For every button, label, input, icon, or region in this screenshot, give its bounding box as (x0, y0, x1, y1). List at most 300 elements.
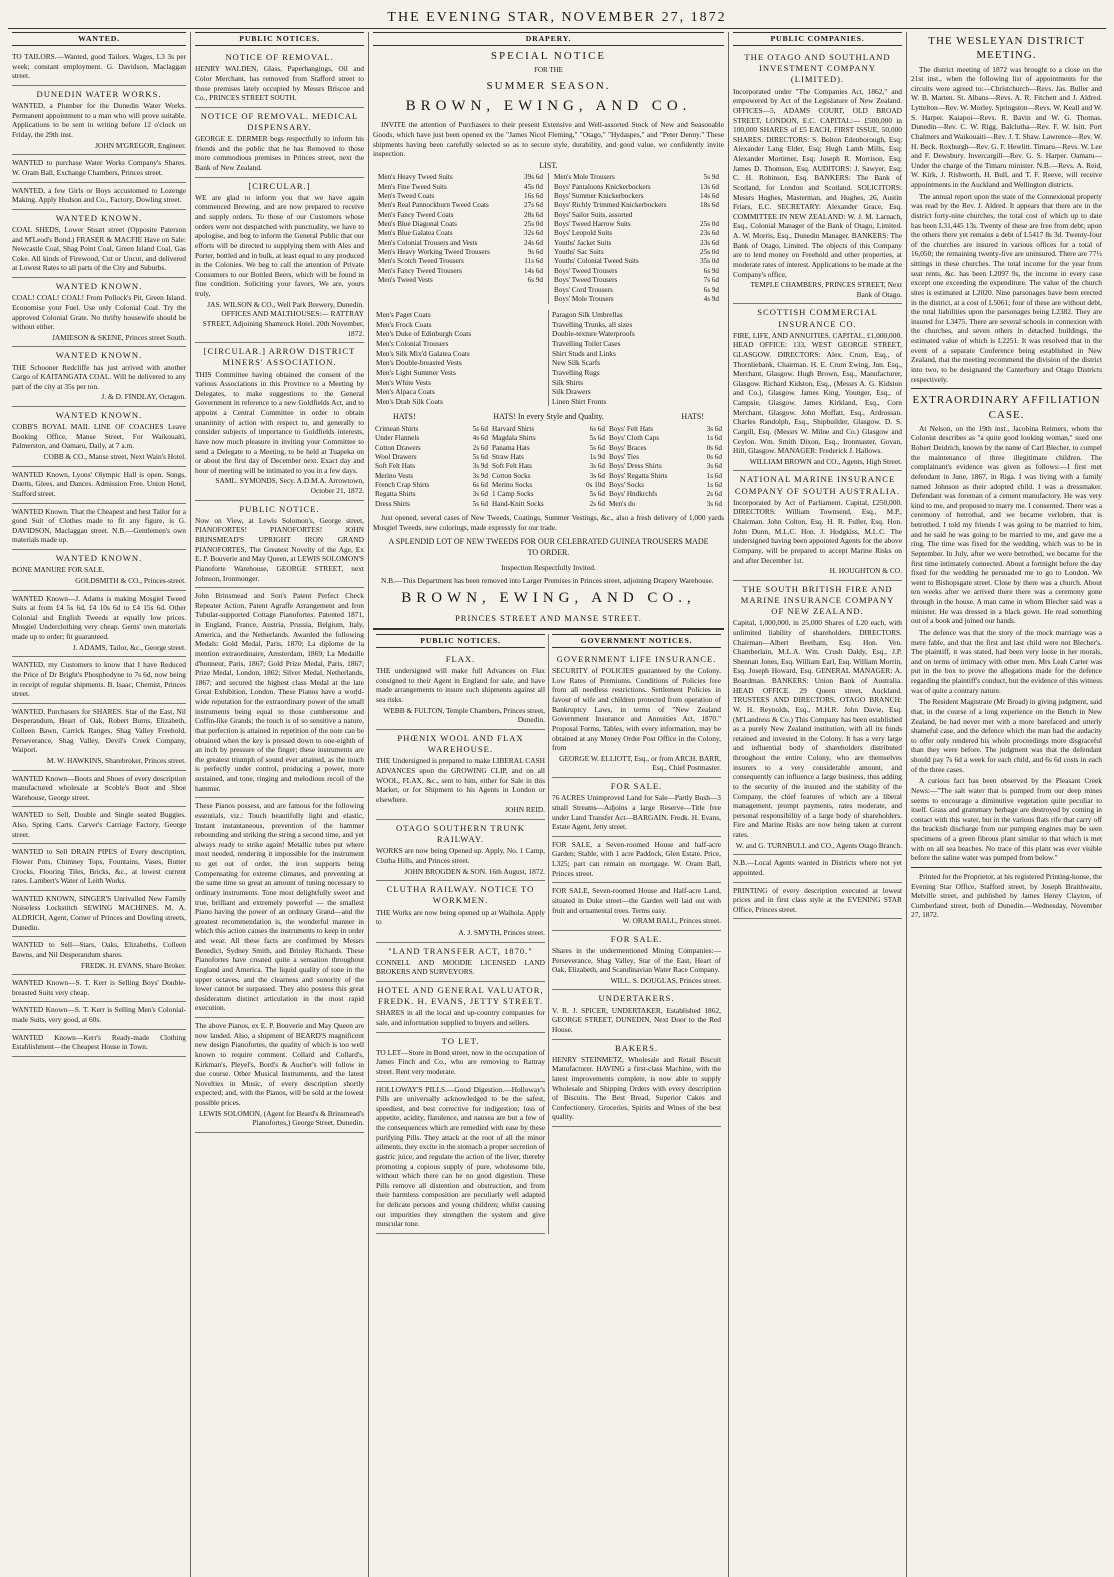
ad-signature: JAMIESON & SKENE, Princes street South. (51, 332, 186, 342)
ad-body: WANTED to purchase Water Works Company's Shares. W. Oram Ball, Exchange Chambers, Princes street. (12, 158, 186, 177)
goods-item: Men's Colonial Trousers (376, 339, 449, 349)
article-paragraph: The Resident Magistrate (Mr Broad) in giving judgment, said that, in the course of a long experience on the Bench in New Zealand, he had never met with a more barefaced and utterly shameful case, and the defence which the man had the audacity to offer only rendered his whole proceedings more disgraceful than they were before. The judgment was that the defendant should pay 7s 6d a week for each child, and 6s 6d costs in each of the three cases. (911, 697, 1102, 774)
advertisement (195, 108, 364, 178)
item-name: Youths' Jacket Suits (554, 238, 612, 247)
item-price: 4s 9d (703, 294, 719, 303)
item-name: 1 Camp Socks (492, 490, 534, 499)
price-row (552, 220, 721, 229)
advertisement (376, 943, 545, 982)
advertisement (733, 581, 902, 856)
ad-body: COBB'S ROYAL MAIL LINE OF COACHES Leave Booking Office, Manse Street, For Waikouaiti, Palmerston, and Oamaru, Daily, at 7 a.m. (12, 422, 186, 451)
ad-body: THE undersigned will make full Advances on Flax consigned to their Agent in England for sale, and have made arrangements to insure such shipments against all sea risks. (376, 666, 545, 705)
item-name: Boys' Hndkrchfs (609, 490, 658, 499)
ad-title: FLAX. (445, 654, 476, 665)
ad-signature: JOHN REID. (505, 805, 545, 815)
ad-body: FOR SALE, a Seven-roomed House and half-acre Garden; Stable, with 1 acre Paddock, Glen Estate. Price, L325; part can remain on mortgage. W. Oram Ball, Princes street. (552, 839, 721, 878)
article-paragraph: The district meeting of 1872 was brought to a close on the 21st inst., when the following list of appointments for the circuits were agreed to:—Christchurch—Revs. Jas. Buller and W. B. Marten. St. Albans—Revs. A. R. Fitchett and J. Aldred. Lyttelton—Rev. W. Morley. Springston—Revs. W. Keall and W. S. Harper. Kaiapoi—Revs. R. Bavin and W. G. Thomas. Dunedin—Rev. C. W. Rigg. Balclutha—Rev. F. W. Isitt. Port Chalmers and Waikouaiti—Rev. J. T. Shaw. Lawrence—Rev. W. H. Beck. Roxburgh—Rev. G. F. Hewlitt. Timaru—Revs. W. Lee and F. Dewsbury. Invercargill—Rev. G. S. Harper. Oamaru—Under the charge of the Timaru minister. N.B.—Revs. A. Reid, W. Kirk, J. Rishworth, H. Bull, and T. F. Reeve, will receive appointments in the Auckland and Wellington districts. (911, 64, 1102, 190)
advertisement (12, 1002, 186, 1029)
price-row (552, 239, 721, 248)
advertisement (12, 975, 186, 1002)
column-wanted (8, 32, 191, 1577)
advertisement (376, 820, 545, 881)
ad-body: THE Schooner Redcliffe has just arrived with another Cargo of KAITANGATA COAL. Will be delivered to any part of the city at 35s per ton. (12, 362, 186, 391)
item-name: Boys' Cord Trousers (554, 285, 613, 294)
item-name: Hand-Knitt Socks (492, 499, 544, 508)
ad-list (376, 651, 545, 1234)
item-price: 2s 6d (706, 490, 722, 499)
price-row (490, 490, 607, 499)
advertisement (376, 730, 545, 820)
section-header: PUBLIC NOTICES. (376, 634, 545, 648)
item-price: 5s 6d (589, 490, 605, 499)
ad-list (733, 49, 902, 919)
item-price: 3s 9d (472, 462, 488, 471)
advertisement (552, 837, 721, 884)
ad-body: V. R. J. SPICER, UNDERTAKER, Established 1862, GEORGE STREET, DUNEDIN, Next Door to the Red House. (552, 1005, 721, 1034)
hats-list-b (490, 425, 607, 509)
ad-body: WANTED to Sell DRAIN PIPES of Every description, Flower Pots, Chimney Tops, Fountains, Vases, Butter Crocks, Flooring Tiles, Bricks, &c., at lowest current rates. Lambert's Water of Leith Works. (12, 847, 186, 886)
item-price: 25s 0d (700, 220, 719, 228)
item-price: 6s 9d (703, 285, 719, 294)
advertisement (12, 347, 186, 407)
price-row (607, 472, 724, 481)
advertisement (12, 550, 186, 590)
ad-signature: WILL. S. DOUGLAS, Princes street. (610, 975, 721, 985)
ad-signature: J. ADAMS, Tailor, &c., George street. (72, 642, 186, 652)
ad-body: CONNELL AND MOODIE LICENSED LAND BROKERS AND SURVEYORS. (376, 957, 545, 977)
price-row (490, 444, 607, 453)
goods-item: Linen Shirt Fronts (552, 396, 607, 406)
item-name: Men's Fancy Tweed Trousers (378, 266, 462, 275)
ad-title: [CIRCULAR.] ARROW DISTRICT MINERS' ASSOCIATION. (203, 346, 356, 368)
price-row (376, 211, 545, 220)
item-price: 0s 6d (706, 443, 722, 452)
ad-body: HOLLOWAY'S PILLS.—Good Digestion.—Holloway's Pills are universally acknowledged to be the safest, speediest, and best corrective for indigestion; loss of appetite, acidity, flatulence, and nausea are but a few of the consequences which are remedied with ease by these purifying Pills. They attack at the root of all the minor ailments, they excite in the stomach a proper secretion of gastric juice, and regulate the action of the liver, thereby promoting a copious supply of pure, wholesome bile, without which there can be no good digestion. These Pills remove all distention and obstruction, and from their harmless composition are peculiarly well adapted for delicate persons and young children; whilst causing out impurities they strengthen the system and give muscular tone. (376, 1084, 545, 1229)
price-row (376, 267, 545, 276)
item-price: 5s 6d (472, 452, 488, 461)
item-price: 3s 9d (472, 471, 488, 480)
column-drapery (369, 32, 729, 1577)
advertisement (552, 651, 721, 778)
advertisement (733, 883, 902, 920)
item-price: 18s 6d (700, 201, 719, 210)
advertisement (195, 501, 364, 589)
item-price: 32s 6d (524, 229, 543, 238)
hats-heading-mid: HATS! In every Style and Quality. (493, 412, 604, 422)
goods-list (373, 310, 724, 406)
advertisement (552, 778, 721, 837)
advertisement (12, 844, 186, 891)
price-row (376, 257, 545, 266)
item-price: 3s 6d (706, 499, 722, 508)
hats-list (373, 425, 724, 509)
article-paragraph: The annual report upon the state of the Connexional property was read by the Rev. J. Aldred. It appears that there are in the district forty-nine churches, the total cost of which up to date has been L31,445 13s. Twenty of these are free from debt; upon the others there yet remains a debt of L5417 8s 3d. Twenty-four of the churches are insured in various offices for a total of 16,050; the remaining twenty-five are uninsured. There are 77½ sittings in these churches. The total income for the year from seat rents, &c. has been L2097 9s, the income in every case except one exceeding the expenditure. The value of the church sites is estimated at L2020. Nine parsonages have been erected in the district, at a cost of L5061; four of these are without debt, the total liabilities upon the parsonages being L2382. They are insured for L3475. There are several schools in connexion with the churches, and seven others in detached buildings, the estimated value of which is L2251. It was resolved that in the event of a separate Conference being established in New Zealand, that the meeting recommend the division of the district into two, to be designated the Canterbury and Otago Districts respectively. (911, 191, 1102, 384)
advertisement (195, 49, 364, 108)
goods-item: Men's White Vests (376, 377, 431, 387)
ad-body: WANTED Known—Kerr's Ready-made Clothing Establishment—the Cheapest House in Town. (12, 1032, 186, 1052)
ad-body: PRINTING of every description executed at lowest prices and in first class style at the EVENING STAR Office, Princes street. (733, 885, 902, 914)
advertisement (376, 1082, 545, 1234)
advertisement (12, 1030, 186, 1057)
item-price: 23s 6d (700, 229, 719, 238)
advertisement (12, 891, 186, 938)
price-row (373, 472, 490, 481)
advertisement (12, 504, 186, 551)
item-price: 3s 6d (706, 424, 722, 433)
price-row (373, 481, 490, 490)
advertisement (12, 407, 186, 467)
item-price: 24s 6d (524, 238, 543, 247)
article-paragraph: A curious fact has been observed by the Pleasant Creek News:—"The salt water that is pumped from our deep mines seems to encourage a diminutive vegetation quite peculiar to itself. Grass and grammary herbage are destroyed by coming in contact with this water, but in the various flats rife that carry off the brackish discharge from our pumping engines may be seen specimens of a green fibrous plant similar to that which is met with on all sea beaches. No trace of this plant was ever visible before the saline water was pumped from below." (911, 776, 1102, 863)
item-price: 1s 9d (589, 452, 605, 461)
ad-body: WANTED Known—Boots and Shoes of every description manufactured wholesale at Scoble's Boot and Shoe Warehouse, George street. (12, 773, 186, 802)
article-body (911, 424, 1102, 863)
price-row (376, 239, 545, 248)
price-row (376, 201, 545, 210)
ad-title: UNDERTAKERS. (598, 993, 675, 1004)
summer-season: SUMMER SEASON. (486, 79, 611, 92)
splendid-lot: A SPLENDID LOT OF NEW TWEEDS FOR OUR CELEBRATED GUINEA TROUSERS MADE TO ORDER. (388, 537, 709, 557)
ad-title: WANTED KNOWN. (55, 212, 143, 223)
ad-body: The above Pianos, ex E. P. Bouverie and May Queen are now landed. Also, a shipment of BEARD'S magnificent new design Pianofortes, the quality of which is too well known to require comment. Collard and Collard's, Kirkman's, Pleyel's, Bord's & Aucher's will follow in due course. Other Musical Instruments, and the latest Novelties in Music, of every description shortly expected; and, with the Pianos, will be sold at the lowest possible prices. (195, 1021, 364, 1108)
item-price: 5s 6d (589, 443, 605, 452)
item-price: 14s 6d (524, 266, 543, 275)
price-list (373, 173, 724, 304)
item-price: 6s 9d (527, 276, 543, 285)
price-list-left (376, 173, 545, 285)
ad-list (12, 49, 186, 1057)
goods-item: Silk Drawers (552, 387, 591, 397)
item-name: Regatta Shirts (375, 490, 416, 499)
item-name: Men's Heavy Working Tweed Trousers (378, 248, 490, 257)
advertisement (12, 807, 186, 844)
price-row (373, 434, 490, 443)
ad-signature: J. & D. FINDLAY, Octagon. (101, 392, 186, 402)
advertisement (376, 881, 545, 942)
advertisement (12, 937, 186, 975)
ad-body: THIS Committee having obtained the consent of the various Associations in this Province to a Meeting by Delegates, to make suggestions to the General Government in reference to a new Goldfields Act, and to appoint a Central Committee in order to obtain unanimity of action with respect to, and generally to consider subjects of importance to Goldfields interests, have now much pleasure in inviting your Committee to send a Delegate to a Meeting, to be held at Tuapeka on or about the first day of December next. Exact day and hour of meeting will be intimated to you in a few days. (195, 369, 364, 475)
item-price: 3s 6d (589, 462, 605, 471)
item-name: Boys' Felt Hats (609, 424, 654, 433)
advertisement (552, 883, 721, 931)
item-name: Men's Scotch Tweed Trousers (378, 257, 464, 266)
hats-heading-right: HATS! (681, 412, 704, 422)
goods-item: Men's Paget Coats (376, 310, 431, 320)
ad-signature: JOHN BROGDEN & SON. 16th August, 1872. (404, 866, 545, 876)
ad-signature: SAML. SYMONDS, Secy. A.D.M.A. Arrowtown, October 21, 1872. (215, 476, 364, 496)
item-price: 25s 0d (700, 248, 719, 257)
article-title: THE WESLEYAN DISTRICT MEETING. (928, 35, 1085, 62)
ad-title: PHŒNIX WOOL AND FLAX WAREHOUSE. (397, 732, 524, 755)
goods-item: Men's Duke of Edinburgh Coats (376, 329, 472, 339)
price-row (490, 434, 607, 443)
item-price: 0s 6d (706, 452, 722, 461)
item-price: 11s 6d (524, 257, 543, 266)
item-price: 45s 0d (524, 182, 543, 191)
ad-signature: W. ORAM BALL, Princes street. (622, 916, 721, 926)
ad-body: Capital, 1,000,000, in 25,000 Shares of L20 each, with unlimited liability of shareholders. DIRECTORS. Chairman—Albert Beetham, Esq. Hon. Ven. Chamberlain, M.L.A. Wm. Crush Daldy, Esq., J.P. Shennan Jones, Esq. William Earl, Esq. William Morrin, Esq. Joseph Howard, Esq. GENERAL MANAGER: A. Boardman. BANKERS: Union Bank of Australia. HEAD OFFICE. 29 Queen street, Auckland. TRUSTEES AND DIRECTORS, OTAGO BRANCH: W. H. Reynolds, Esq., M.H.R. John Davie, Esq. (M'Landress & Co.) This Company has been established as a purely New Zealand institution, with all its funds retained and invested in the Colony. It has a very large and influential body of shareholders distributed throughout the entire Colony, who are themselves insurers to a very considerable amount, and consequently can influence a large business, thus adding to the security of the insured and the stability of the Company, the chief features of which are a liberal management, prompt payments, rates moderate, and personal responsibility of a large body of shareholders. Fire and Marine Risks are now being taken at current rates. (733, 618, 902, 840)
price-row (552, 257, 721, 266)
ad-body: Now on View, at Lewis Solomon's, George street, PIANOFORTES! PIANOFORTES! JOHN BRINSMEAD'S UPRIGHT IRON GRAND PIANOFORTES, The Greatest Novelty of the Age, Ex E. P. Bouverie and May Queen, at LEWIS SOLOMON'S Pianoforte Warehouse, GEORGE STREET, next Johnson, Ironmonger. (195, 515, 364, 583)
goods-item: Double-texture Waterproofs (552, 329, 635, 339)
ad-signature: FREDK. H. EVANS, Share Broker. (81, 960, 186, 970)
price-row (373, 462, 490, 471)
item-name: Crimean Shirts (375, 424, 419, 433)
item-name: Youths' Sac Suits (554, 248, 604, 257)
imprint: Printed for the Proprietor, at his registered Printing-house, the Evening Star Office, Stafford street, by Joseph Braithwaite, Melville street, and published by James Henry Clayton, of Cumberland street, both of Dunedin.—Wednesday, November 27, 1872. (911, 871, 1102, 920)
ad-title: PUBLIC NOTICE. (239, 503, 320, 514)
ad-title: THE OTAGO AND SOUTHLAND INVESTMENT COMPANY (LIMITED). (744, 52, 891, 85)
advertisement (733, 471, 902, 580)
item-price: 25s 0d (524, 220, 543, 228)
item-name: Men's Colonial Trousers and Vests (378, 238, 478, 247)
lower-left (373, 634, 549, 1234)
goods-item: Men's Silk Mix'd Galatea Coats (376, 348, 470, 358)
item-price: 23s 6d (700, 238, 719, 247)
ad-body: WANTED Known, Lyons' Olympic Hall is open. Songs, Duetts, Glees, and Dances. Admission Free. Union Hotel, Stafford street. (12, 469, 186, 498)
advertisement (12, 155, 186, 182)
item-name: Cotton Drawers (375, 443, 421, 452)
list-title: LIST. (539, 160, 558, 170)
item-name: Men's Tweed Vests (378, 276, 433, 285)
advertisement (733, 855, 902, 882)
ad-title: GOVERNMENT LIFE INSURANCE. (556, 654, 717, 665)
item-name: Boys' Tweed Trousers (554, 266, 618, 275)
item-name: Merino Vests (375, 471, 413, 480)
ad-body: WANTED, Purchasers for SHARES. Star of the East, Nil Desperandum, Heart of Oak, Robert Burns, Elizabeth, Colleen Bawn, Carrick Ranges, Shag Valley Freehold, Perseverance, Shag Valley, Devil's Creek Company, Waipori. (12, 706, 186, 755)
goods-item: Men's Light Summer Vests (376, 367, 456, 377)
item-name: Boys' Tweed Trousers (554, 276, 618, 285)
item-name: Cotton Socks (492, 471, 531, 480)
ad-body: 76 ACRES Unimproved Land for Sale—Partly Bush—3 small Streams—Adjoins a large Reserve—Title free under Land Transfer Act—BARGAIN. Fredk. H. Evans, Estate Agent, Jetty street. (552, 793, 721, 832)
item-name: Men's Blue Diagonal Coats (378, 220, 457, 228)
column-news (907, 32, 1106, 1577)
ad-body: John Brinsmead and Son's Patent Perfect Check Repeater Action, Patent Agraffe Arrangement and Iron Tubular-supported Cottage Pianofortes. Patented 1871, in England, France, Austria, Prussia, Belgium, Italy, America, and the Netherlands. Awarded the following Medals: Gold Medal, Paris, 1870; La diplome de la mention extraordinaire, Amsterdam, 1869; La Medaille d'honneur, Paris, 1867; Gold Prize Medal, Paris, 1867; Prize Medal, London, 1862; Silver Medal, Netherlands, 1867; and secured the highest class Medal at the late Great Exhibition, London. These Pianos have a world-wide reputation for the extraordinary power of the small instruments being equal to those cumbersome and Coffin-like Grands; the touch is of so sensitive a nature, that perfection is attained in repetition of the note can be obtained when the key is pressed down to one-eighth of an inch by pressure of the finger; these instruments are the greatest triumph of sound ever attained, as the touch is perfectly under control, producing a power, more sustained, and tone, ringing and melodious recoil of the hammer. (195, 591, 364, 793)
ad-body: FIRE, LIFE, AND ANNUITIES. CAPITAL, £1,000,000. HEAD OFFICE: 133, WEST GEORGE STREET, GLASGOW. DIRECTORS: Alex. Crum, Esq., of Thornliebank, Chairman. H. E. Crum Ewing, Jun. Esq., Merchant, Glasgow. Hugh Brown, Esq., Manufacturer, Glasgow. Richard Kidston, Esq., (Messrs A. G. Kidston and Co.), Glasgow. James King, Younger, Esq., of Campsie, Glasgow. James Kirkland, Esq., Corn Merchant, Glasgow. John Moffatt, Esq., Ardrossan. Charles Randolph, Esq., Shipbuilder, Glasgow. D. S. Cargill, Esq. (Messrs W. Milne and Co.) Glasgow and Ceylon. Wm. Smith Dixon, Esq., Ironmaster, Govan, Hill, Glasgow. MANAGER: Frederick J. Hallows. (733, 330, 902, 456)
item-price: 14s 6d (700, 191, 719, 200)
item-name: Magdala Shirts (492, 434, 536, 443)
hats-list-a (373, 425, 490, 509)
item-price: 9s 6d (527, 248, 543, 257)
goods-item: Men's Frock Coats (376, 319, 432, 329)
item-name: Wool Drawers (375, 452, 417, 461)
item-name: Youths' Colonial Tweed Suits (554, 257, 639, 266)
goods-item: Silk Shirts (552, 377, 584, 387)
item-price: 3s 6d (706, 462, 722, 471)
ad-body: SHARES in all the local and up-country companies for sale, and information supplied to buyers and sellers. (376, 1008, 545, 1027)
price-row (376, 276, 545, 285)
ad-body: WANTED Known—J. Adams is making Mosgiel Tweed Suits at from £4 5s 6d, £4 10s 6d to £4 15s 6d. Other Colonial and English Tweeds at equally low prices. Mosgiel Underclothing very cheap. Gents' own materials made up to order; fit guaranteed. (12, 593, 186, 642)
advertisement (12, 467, 186, 504)
price-row (552, 201, 721, 210)
ad-body: N.B.—Local Agents wanted in Districts where not yet appointed. (733, 858, 902, 877)
ad-body: WE are glad to inform you that we have again commenced Brewing, and are now prepared to receive and supply orders. To those of our Customers whose orders were not despatched with punctuality, we have to apologise, and beg to inform the General Public that our efforts will be directed to supplying them with Ales and Porter, bottled and in bulk, at least equal to any produced in the Colonies. We beg to call the attention of Private Consumers to our Bottled Beers, which will be found in fine condition. Soliciting your favors, We are, yours truly, (195, 192, 364, 299)
price-row (373, 490, 490, 499)
price-row (607, 490, 724, 499)
item-price: 35s 0d (700, 257, 719, 266)
ad-title: FOR SALE. (610, 781, 663, 792)
ad-body: TO TAILORS.—Wanted, good Tailors. Wages, L3 3s per week; constant employment. G. Davidson, Maclaggan street. (12, 52, 186, 81)
item-name: Straw Hats (492, 452, 524, 461)
item-name: Men's Tweed Coats (378, 191, 435, 200)
ad-signature: WILLIAM BROWN and CO., Agents, High Street. (749, 456, 902, 466)
ad-body: COAL SHEDS, Lower Stuart street (Opposite Paterson and M'Leod's Bond.) FRASER & MACFIE Have on Sale: Newcastle Coal, Shag Point Coal, Green Island Coal, Gas Coke. All kinds of Firewood, Cut or Uncut, and delivered at Lowest Rates to all parts of the City and Suburbs. (12, 224, 186, 273)
ad-title: SCOTTISH COMMERCIAL INSURANCE CO. (757, 307, 878, 329)
ad-title: OTAGO SOUTHERN TRUNK RAILWAY. (396, 823, 525, 845)
advertisement (12, 86, 186, 155)
lower-right (549, 634, 724, 1234)
price-row (373, 444, 490, 453)
ad-signature: M. W. HAWKINS, Sharebroker, Princes street. (46, 755, 186, 765)
price-row (607, 462, 724, 471)
inspection: Inspection Respectfully Invited. (501, 563, 596, 573)
advertisement (733, 304, 902, 471)
ad-body: HENRY WALDEN, Glass, Paperhangings, Oil and Color Merchant, has removed from Stafford street to those premises lately occupied by Messrs Briscoe and Co., PRINCES STREET SOUTH. (195, 64, 364, 103)
article-paragraph: At Nelson, on the 19th inst., Jacobina Reimers, whom the Colonist describes as "a quite good looking woman," sued one Robert Deidrich, known by the name of Carl Blecher, to compel the maintenance of three illegitimate children. The complainant's evidence was given as follows:—I first met defendant in June, 1867, in Riga. I was living with a family named Johnson as their adopted child. I was a dressmaker. Defendant was foreman of a cement manufactory. He was very kind to me, and proposed to marry me. I consented. There was a ceremony of betrothal, and we became verloben, that is betrothed. I told my friends I was going to be married to him, and he said he was going to be married to me, and gave me a ring. The time was fixed for the wedding, which was to be in September. In July, after we were betrothed, we became for the first time intimately connected. About a fortnight before the day fixed for the wedding he persuaded me to go to London. We went to Bishopsgate street. Close by there was a church. About ten weeks after we arrived there there was a ceremony gone through in the house. A man came in whom Blecher said was a minister. He was dressed in a black gown. He read something out of a book and joined our hands. (911, 423, 1102, 626)
column-public-companies (729, 32, 907, 1577)
special-notice-for: FOR THE (534, 66, 563, 75)
section-header: PUBLIC COMPANIES. (733, 32, 902, 46)
ad-body: WANTED KNOWN, SINGER'S Unrivalled New Family Noiseless Lockstitch SEWING MACHINES. M. A. ALDRICH, Agent, Corner of Princes and Dowling streets, Dunedin. (12, 893, 186, 932)
price-row (607, 500, 724, 509)
item-price: 5s 6d (472, 499, 488, 508)
price-row (552, 267, 721, 276)
ad-signature: A. J. SMYTH, Princes street. (458, 927, 545, 937)
price-row (552, 286, 721, 295)
price-row (552, 229, 721, 238)
drapery-intro: INVITE the attention of Purchasers to their present Extensive and Well-assorted Stock of New and Seasonable Goods, which have just been opened ex the "James Nicol Fleming," "Otago," "Hydaspes," and "Peter Denny." These shipments having been carefully selected so as to secure style, durability, and good value, we confidently invite inspection. (373, 120, 724, 159)
price-row (490, 500, 607, 509)
item-price: 2s 6d (472, 443, 488, 452)
ad-title: TO LET. (441, 1035, 480, 1046)
ad-signature: GEORGE W. ELLIOTT, Esq., or from ARCH. BARR, Esq., Chief Postmaster. (559, 753, 721, 773)
ad-body: SECURITY of POLICIES guaranteed by the Colony. Low Rates of Premiums. Conditions of Policies free from all needless restrictions. Settlement Policies in favour of wife and children protected from operation of Bankruptcy Laws, in terms of "New Zealand Government Insurance and Annuities Act, 1870." Proposal Forms, Tables, with every information, may be obtained at any Money Order Post Office in the Colony, from (552, 666, 721, 753)
ad-body: WANTED, a few Girls or Boys accustomed to Lozenge Making. Apply Hudson and Co., Factory, Dowling street. (12, 185, 186, 205)
columns (8, 32, 1106, 1577)
item-price (693, 211, 721, 220)
price-row (552, 192, 721, 201)
ad-body: THE Undersigned is prepared to make LIBERAL CASH ADVANCES upon the GROWING CLIP, and on all WOOL, FLAX, &c., sent to him, either for Sale in this Market, or for Shipment to his Agents in London or elsewhere. (376, 756, 545, 804)
advertisement (12, 183, 186, 210)
section-header: DRAPERY. (373, 32, 724, 46)
ad-body: WORKS are now being Opened up. Apply, No. 1 Camp, Clutha Hills, and Princes street. (376, 846, 545, 866)
price-row (490, 472, 607, 481)
item-name: Men's Heavy Tweed Suits (378, 173, 453, 182)
price-row (552, 211, 721, 220)
ad-title: NATIONAL MARINE INSURANCE COMPANY OF SOUTH AUSTRALIA. (734, 474, 901, 496)
ad-body: Incorporated under "The Companies Act, 1862," and empowered by Act of the Legislature of New Zealand. OFFICES—5, ADAMS COURT, OLD BROAD STREET, LONDON, E.C. CAPITAL:— £500,000 in 100,000 SHARES of £5 EACH, FIRST ISSUE, 50,000 SHARES. DIRECTORS: S. Bolton Edenborough, Esq; Alexander Lang Elder, Esq; Hugh Lamb Mills, Esq; Alexander Mortimer, Esq; Joseph R. Morrison, Esq; James D. Thomson, Esq. AUDITORS: J. Sawyer, Esq; C. H. Robinson, Esq. BANKERS: The Bank of Scotland, for London and Scotland. SOLICITORS: Messrs Hughes, Masterman, and Hughes, 26, Austin Friars, E.C. SECRETARY: Alexander Grace, Esq. COMMITTEE IN NEW ZEALAND: W. J. M. Larnach, Esq., Colonial Manager of the Bank of Otago, Limited. A. W. Morris, Esq., Dunedin Manager. BANKERS: The Bank of Otago, Limited. The objects of this Company are to lend money on Freehold and other properties, at moderate rates of interest. Applications to be made at the Company's office, (733, 86, 902, 279)
price-row (552, 295, 721, 304)
goods-item: New Silk Scarfs (552, 358, 601, 368)
ad-title: WANTED KNOWN. (55, 553, 143, 564)
item-name: Boys' Cloth Caps (609, 434, 660, 443)
price-row (490, 453, 607, 462)
item-name: Harvard Shirts (492, 424, 535, 433)
ad-title: CLUTHA RAILWAY. NOTICE TO WORKMEN. (386, 884, 535, 906)
advertisement (12, 591, 186, 658)
section-header: WANTED. (12, 32, 186, 46)
price-row (607, 444, 724, 453)
price-row (373, 453, 490, 462)
price-row (376, 192, 545, 201)
advertisement (376, 651, 545, 730)
lower-notices (373, 634, 724, 1234)
item-name: Dress Shirts (375, 499, 410, 508)
ad-list (195, 49, 364, 1133)
advertisement (552, 931, 721, 991)
item-price: 1s 6d (706, 471, 722, 480)
price-row (490, 425, 607, 434)
ad-body: WANTED to Sell, Double and Single seated Buggies. Also, Spring Carts. Carver's Carriage Factory, George street. (12, 810, 186, 839)
item-name: Boys' Pantaloons Knickerbockers (554, 182, 651, 191)
goods-list-left (373, 310, 549, 406)
price-row (607, 425, 724, 434)
item-price: 2s 6d (589, 499, 605, 508)
article-title: EXTRAORDINARY AFFILIATION CASE. (912, 394, 1101, 421)
ad-body: Incorporated by Act of Parliament. Capital, £250,000. DIRECTORS: William Townsend, Esq., M.P., Chairman. John Colton, Esq. H. R. Fuller, Esq. Hon. John Dunn, M.L.C. Hon. J. Hodgkiss, M.L.C. The undersigned having been appointed Agents for the above Company, will be prepared to accept Marine Risks on and after December 1st. (733, 497, 902, 565)
price-row (373, 425, 490, 434)
goods-item: Travelling Trunks, all sizes (552, 319, 633, 329)
price-row (490, 462, 607, 471)
goods-item: Shirt Studs and Links (552, 348, 616, 358)
advertisement (12, 704, 186, 771)
ad-body: GEORGE E. DERMER begs respectfully to inform his friends and the public that he has Removed to those more commodious premises in Princes street, next the Bank of New Zealand. (195, 134, 364, 173)
item-price: 27s 6d (524, 201, 543, 210)
price-row (552, 173, 721, 182)
ad-signature: W. and G. TURNBULL and CO., Agents Otago Branch. (735, 840, 902, 850)
item-name: Men's Blue Galatea Coats (378, 229, 453, 238)
ad-signature: GOLDSMITH & CO., Princes-street. (75, 575, 186, 585)
ad-body: WANTED Known—S. T. Kerr is Selling Boys' Double-breasted Suits very cheap. (12, 978, 186, 997)
item-price: 28s 6d (524, 210, 543, 219)
item-name: Panama Hats (492, 443, 530, 452)
price-row (373, 500, 490, 509)
ad-body: Shares in the undermentioned Mining Companies:— Perseverance, Shag Valley, Star of the East, Heart of Oak, Elizabeth, and Scandinavian Water Race Company. (552, 945, 721, 975)
price-row (376, 173, 545, 182)
ad-title: BAKERS. (614, 1042, 659, 1053)
goods-item: Men's Alpaca Coats (376, 387, 435, 397)
item-price: 3s 6d (472, 490, 488, 499)
price-row (607, 434, 724, 443)
item-price: 5s 6d (472, 424, 488, 433)
ad-signature: H. HOUGHTON & CO. (829, 566, 902, 576)
item-name: Boys' Mole Trousers (554, 294, 614, 303)
price-row (376, 220, 545, 229)
price-list-right (552, 173, 721, 304)
article-body (911, 65, 1102, 385)
special-notice: SPECIAL NOTICE (490, 50, 607, 63)
ad-title: DUNEDIN WATER WORKS. (36, 89, 162, 99)
firm-address: PRINCES STREET AND MANSE STREET. (373, 613, 724, 630)
item-name: Men's Mole Trousers (554, 173, 615, 182)
goods-list-right (549, 310, 724, 406)
item-price: 39s 6d (524, 173, 543, 182)
price-row (376, 229, 545, 238)
item-name: Men's Real Pannockburn Tweed Coats (378, 201, 489, 210)
ad-title: NOTICE OF REMOVAL. (225, 52, 334, 63)
ad-signature: TEMPLE CHAMBERS, PRINCES STREET, Next Bank of Otago. (750, 280, 902, 299)
item-name: Boys' Braces (609, 443, 647, 452)
ad-title: [CIRCULAR.] (248, 180, 311, 191)
item-price: 16s 6d (524, 191, 543, 200)
ad-body: FOR SALE, Seven-roomed House and Half-acre Land, situated in Duke street—the Garden well laid out with fruit and ornamental trees. Terms easy. (552, 886, 721, 915)
item-name: French Crap Shirts (375, 481, 430, 490)
goods-item: Paragon Silk Umbrellas (552, 310, 623, 320)
advertisement (195, 343, 364, 500)
price-row (552, 183, 721, 192)
just-opened: Just opened, several cases of New Tweeds, Coatings, Summer Vestings, &c., also a fresh delivery of 1,000 yards Mosgiel Tweeds, new colorings, made expressly for our trade. (373, 513, 724, 532)
ad-body: TO LET—Store in Bond street, now in the occupation of James Finch and Co., who are removing to Rattray street. Rent very moderate. (376, 1047, 545, 1076)
